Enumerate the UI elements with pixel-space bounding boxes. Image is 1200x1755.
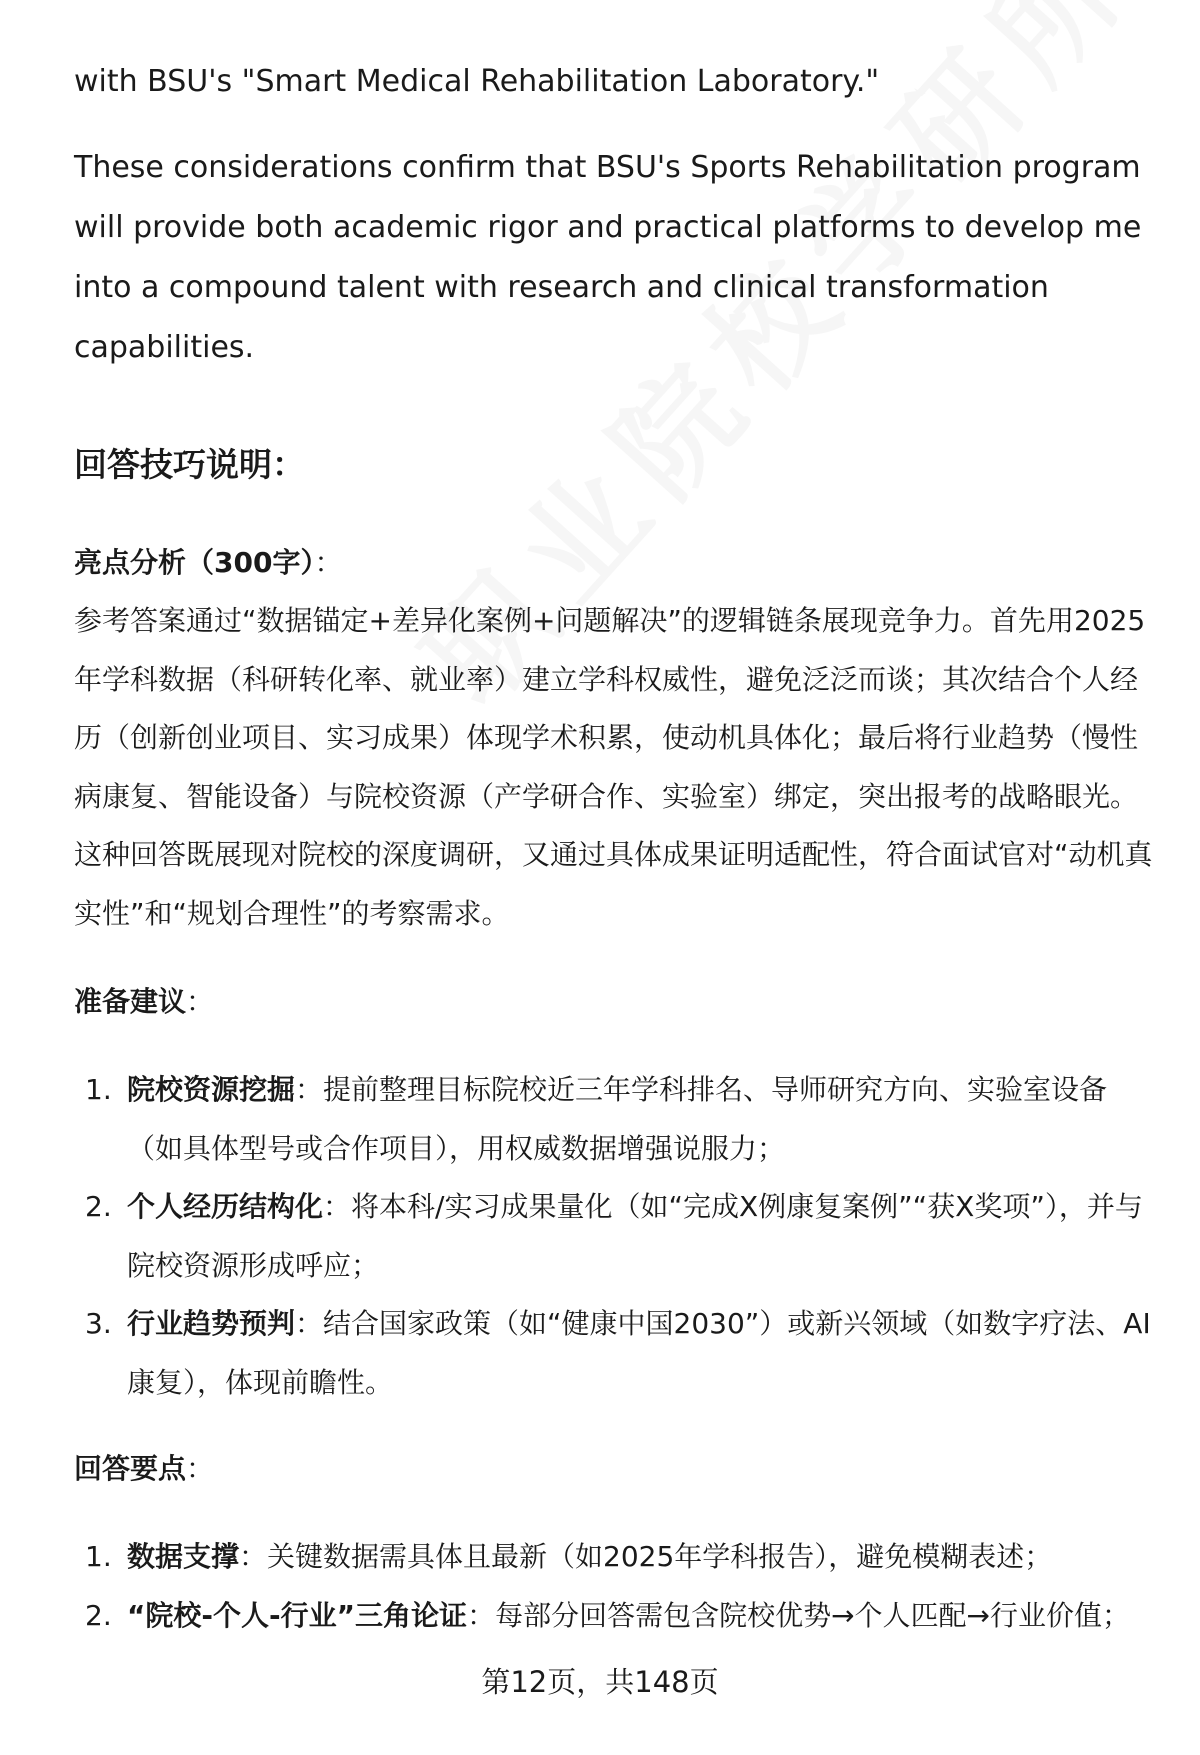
list-number: 1. xyxy=(85,1540,112,1573)
list-sep: ： xyxy=(467,1598,496,1632)
page-footer: 第12页，共148页 xyxy=(481,1665,719,1699)
list-term: 院校资源挖掘 xyxy=(127,1073,296,1106)
key-points-heading xyxy=(74,1440,1154,1498)
english-paragraph-conclusion: These considerations confirm that BSU's Sports Rehabilitation program will provide both academic rigor and practical platforms to develop me into a compound talent with research and clinical transformation capabilities. xyxy=(74,150,1142,365)
list-item xyxy=(74,1528,1154,1587)
preparation-list xyxy=(74,1061,1154,1412)
list-number: 2. xyxy=(85,1190,112,1223)
preparation-heading xyxy=(74,973,1154,1031)
list-sep: ： xyxy=(295,1073,324,1106)
preparation-heading-colon: ： xyxy=(186,985,215,1018)
document-page xyxy=(74,52,1154,1645)
highlight-analysis-section xyxy=(74,534,1154,943)
list-item xyxy=(74,1295,1154,1412)
list-sep: ： xyxy=(323,1190,352,1223)
list-text: 结合国家政策（如“健康中国2030”）或新兴领域（如数字疗法、AI康复），体现前瞻性。 xyxy=(127,1307,1151,1399)
list-text: 提前整理目标院校近三年学科排名、导师研究方向、实验室设备（如具体型号或合作项目），用权威数据增强说服力； xyxy=(127,1073,1108,1165)
key-points-heading-colon: ： xyxy=(186,1452,215,1485)
list-sep: ： xyxy=(239,1540,268,1573)
list-term: 行业趋势预判 xyxy=(127,1307,296,1340)
list-item xyxy=(74,1178,1154,1295)
list-term: “院校-个人-行业”三角论证 xyxy=(127,1598,468,1632)
list-term: 数据支撑 xyxy=(127,1540,240,1573)
highlight-paragraph: 参考答案通过“数据锚定+差异化案例+问题解决”的逻辑链条展现竞争力。首先用2025年学科数据（科研转化率、就业率）建立学科权威性，避免泛泛而谈；其次结合个人经历（创新创业项目、实习成果）体现学术积累，使动机具体化；最后将行业趋势（慢性病康复、智能设备）与院校资源（产学研合作、实验室）绑定，突出报考的战略眼光。这种回答既展现对院校的深度调研，又通过具体成果证明适配性，符合面试官对“动机真实性”和“规划合理性”的考察需求。 xyxy=(74,604,1153,930)
english-paragraph-continuation: with BSU's "Smart Medical Rehabilitation Laboratory." xyxy=(74,64,880,99)
list-number: 2. xyxy=(85,1598,112,1632)
section-title: 回答技巧说明： xyxy=(74,445,305,484)
list-text: 每部分回答需包含院校优势→个人匹配→行业价值； xyxy=(495,1598,1131,1632)
list-item xyxy=(74,1061,1154,1178)
highlight-heading xyxy=(74,534,1154,592)
list-sep: ： xyxy=(295,1307,324,1340)
list-text: 关键数据需具体且最新（如2025年学科报告），避免模糊表述； xyxy=(267,1540,1053,1573)
key-points-heading-text: 回答要点 xyxy=(74,1452,187,1485)
list-term: 个人经历结构化 xyxy=(127,1190,324,1223)
highlight-heading-colon: ： xyxy=(314,546,343,579)
list-text: 将本科/实习成果量化（如“完成X例康复案例”“获X奖项”），并与院校资源形成呼应； xyxy=(127,1190,1143,1282)
preparation-heading-text: 准备建议 xyxy=(74,985,187,1018)
list-number: 3. xyxy=(85,1307,112,1340)
key-points-section xyxy=(74,1440,1154,1645)
list-item xyxy=(74,1587,1154,1646)
highlight-heading-text: 亮点分析（300字） xyxy=(74,546,315,579)
preparation-section xyxy=(74,973,1154,1412)
key-points-list xyxy=(74,1528,1154,1645)
list-number: 1. xyxy=(85,1073,112,1106)
